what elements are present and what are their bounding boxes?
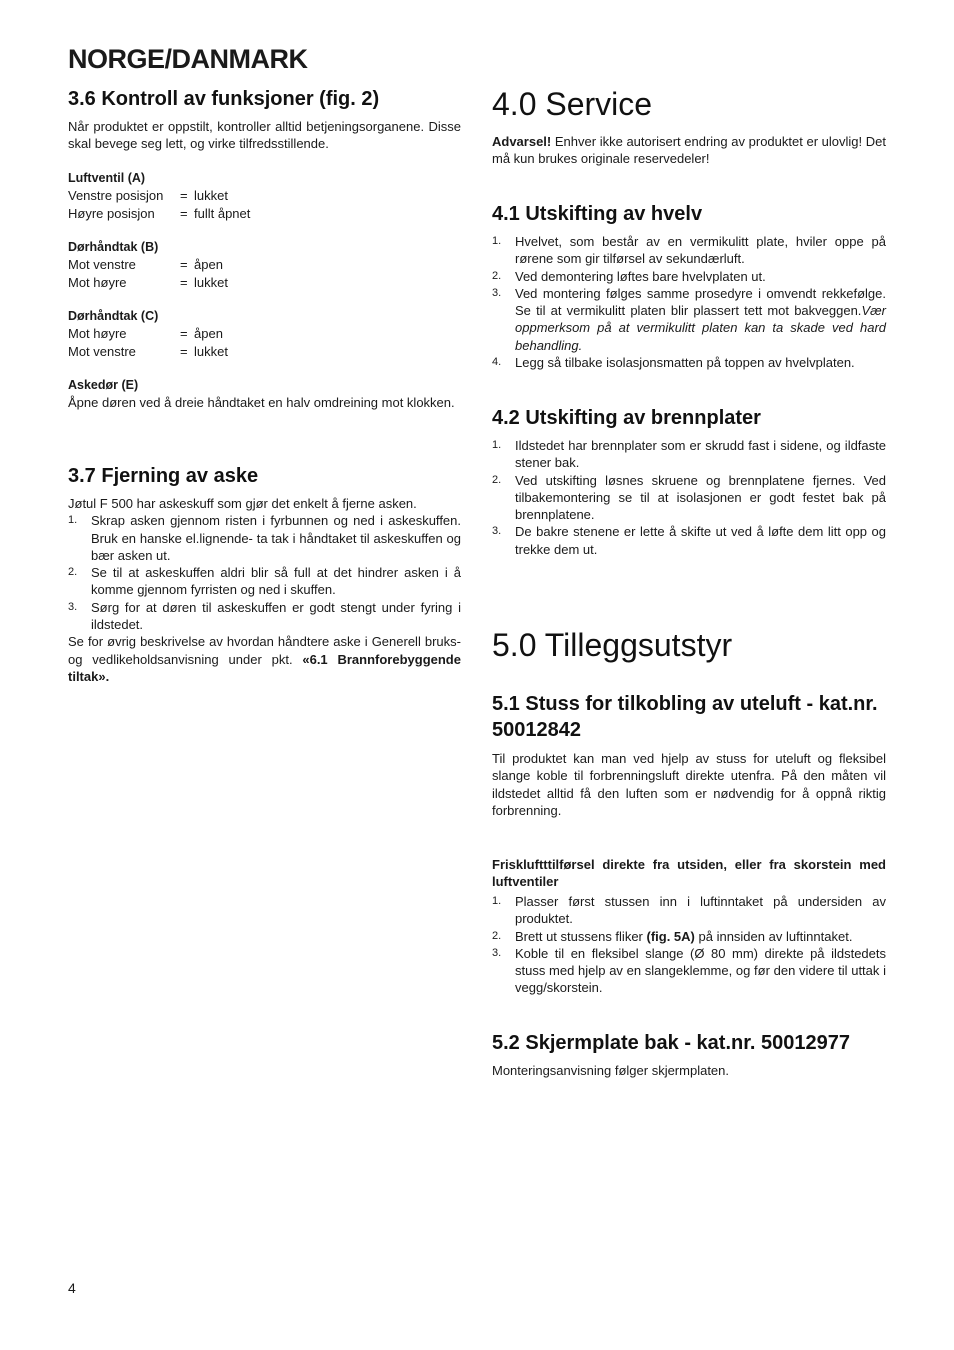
fresh-air-subheading: Friskluftttilførsel direkte fra utsiden, eller fra skorstein med luftventiler: [492, 857, 886, 890]
askedor-title: Askedør (E): [68, 378, 139, 392]
control-group-b: [68, 239, 461, 291]
section-3-7-body: [68, 495, 461, 685]
list-item: 2. Ved demontering løftes bare hvelvplaten ut.: [492, 268, 766, 284]
list-item: 2. Brett ut stussens fliker (fig. 5A) på innsiden av luftinntaket.: [492, 928, 853, 944]
warning-text: Advarsel! Enhver ikke autorisert endring av produktet er ulovlig! Det må kun brukes originale reservedeler!: [492, 134, 886, 167]
plates-steps-list: [492, 437, 886, 558]
section-5-0-heading: 5.0 Tilleggsutstyr: [492, 627, 733, 663]
section-4-1-heading: 4.1 Utskifting av hvelv: [492, 203, 703, 225]
section-4-0-heading: 4.0 Service: [492, 86, 653, 122]
list-item: 3. De bakre stenene er lette å skifte ut ved å løfte dem litt opp og trekke dem ut.: [492, 524, 886, 557]
list-item: 3. Ved montering følges samme prosedyre i omvendt rekkefølge. Se til at vermikulitt platen blir plassert tett mot bakveggen.Vær oppmerksom på at vermikulitt platen kan ta skade ved hard behandling.: [492, 285, 886, 353]
control-group-a: [68, 170, 461, 222]
list-item: 1. Hvelvet, som består av en vermikulitt plate, hviler oppe på rørene som gir tilførsel av sekundærluft.: [492, 234, 886, 267]
control-row: Mot venstre = lukket: [68, 343, 228, 359]
control-row: Høyre posisjon = fullt åpnet: [68, 205, 251, 221]
control-group-title: Dørhåndtak (C): [68, 309, 159, 323]
page-number: 4: [68, 1280, 76, 1296]
control-group-title: Luftventil (A): [68, 171, 146, 185]
list-item: 1. Ildstedet har brennplater som er skrudd fast i sidene, og ildfaste stener bak.: [492, 438, 886, 471]
control-row: Mot høyre = lukket: [68, 274, 228, 290]
list-item: 1. Skrap asken gjennom risten i fyrbunnen og ned i askeskuffen. Bruk en hanske el.lignende- ta tak i håndtaket til askeskuffen og bær asken ut.: [68, 513, 461, 563]
control-group-title: Dørhåndtak (B): [68, 240, 159, 254]
section-3-7-heading: 3.7 Fjerning av aske: [68, 465, 259, 487]
list-item: 3. Koble til en fleksibel slange (Ø 80 mm) direkte på ildstedets stuss med hjelp av en slangeklemme, og før den videre til uttak i vegg/skorstein.: [492, 945, 886, 996]
page-language-title: NORGE/DANMARK: [68, 44, 308, 74]
vault-steps-list: [492, 233, 886, 371]
list-item: 2. Ved utskifting løsnes skruene og brennplatene fjernes. Ved tilbakemontering se til at isolasjonen er godt festet bak på brennplatene.: [492, 472, 886, 523]
control-row: Venstre posisjon = lukket: [68, 188, 228, 204]
section-5-1-heading: 5.1 Stuss for tilkobling av uteluft - kat.nr. 50012842: [492, 693, 878, 741]
section-3-6-heading: 3.6 Kontroll av funksjoner (fig. 2): [68, 88, 380, 110]
list-item: 3. Sørg for at døren til askeskuffen er godt stengt under fyring i ildstedet.: [68, 599, 461, 633]
list-item: 1. Plasser først stussen inn i luftinntaket på undersiden av produktet.: [492, 894, 886, 927]
control-row: Mot venstre = åpen: [68, 257, 223, 273]
control-group-c: [68, 308, 461, 360]
section-4-2-heading: 4.2 Utskifting av brennplater: [492, 407, 761, 429]
fresh-air-steps-list: [492, 893, 886, 997]
section-3-6-intro: Når produktet er oppstilt, kontroller alltid betjeningsorganene. Disse skal bevege seg lett, og virke tilfredsstillende.: [68, 119, 461, 152]
section-5-2-heading: 5.2 Skjermplate bak - kat.nr. 50012977: [492, 1032, 850, 1054]
section-5-1-intro: Til produktet kan man ved hjelp av stuss for uteluft og fleksibel slange koble til forbrenningsluft direkte utenfra. På den måten vil ildstedet alltid få den luften som er nødvendig for å oppnå riktig forbrenning.: [492, 751, 886, 818]
list-item: 4. Legg så tilbake isolasjonsmatten på toppen av hvelvplaten.: [492, 355, 855, 371]
section-3-7-intro: Jøtul F 500 har askeskuff som gjør det enkelt å fjerne asken.: [68, 496, 417, 511]
reference-link: «6.1 Brannforebyggende tiltak».: [68, 651, 461, 684]
section-5-2-text: Monteringsanvisning følger skjermplaten.: [492, 1063, 729, 1078]
list-item: 2. Se til at askeskuffen aldri blir så full at det hindrer asken i å komme gjennom fyrristen og ned i skuffen.: [68, 565, 461, 598]
askedor-text: Åpne døren ved å dreie håndtaket en halv omdreining mot klokken.: [68, 395, 455, 411]
section-3-7-outro: Se for øvrig beskrivelse av hvordan håndtere aske i Generell bruks- og vedlikeholdsanvisning under pkt. «6.1 Brannforebyggende tiltak».: [68, 634, 461, 684]
ash-steps-list: [68, 512, 461, 633]
askedor-block: [68, 377, 461, 412]
control-row: Mot høyre = åpen: [68, 326, 223, 342]
